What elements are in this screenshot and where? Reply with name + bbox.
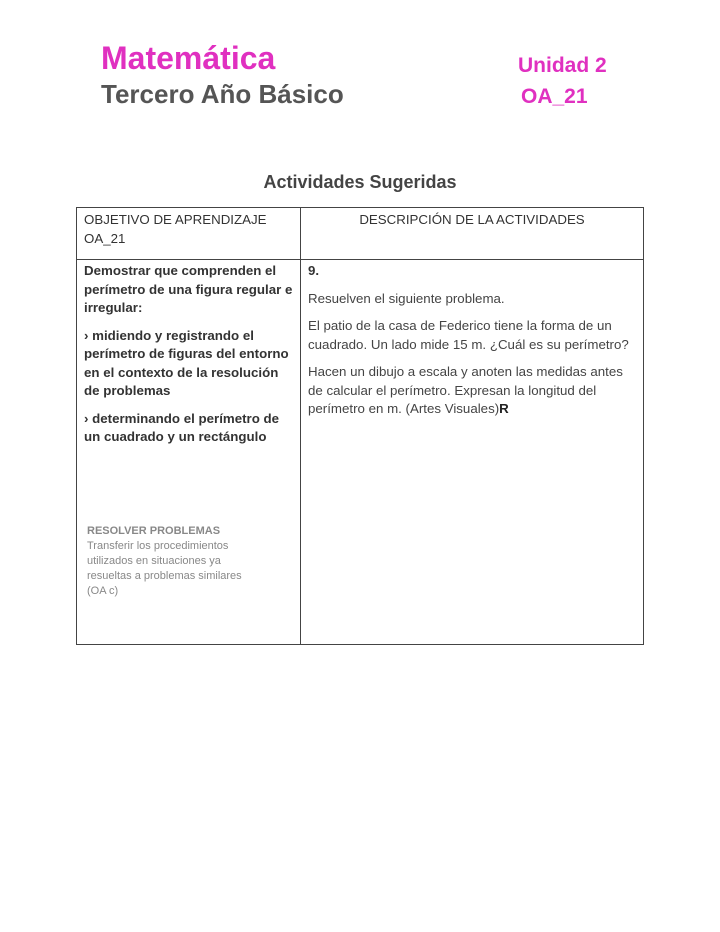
activity-task-text: Hacen un dibujo a escala y anoten las medidas antes de calcular el perímetro. Expresan la longitud del perímetro en m. (Artes Visuales) (308, 364, 623, 416)
objective-code-label: OA_21 (521, 85, 588, 108)
header-objective-cell (77, 208, 301, 260)
unit-label: Unidad 2 (518, 54, 607, 77)
table-header-row (77, 208, 644, 260)
objective-item-2: › determinando el perímetro de un cuadrado y un rectángulo (84, 410, 280, 444)
objective-intro: Demostrar que comprenden el perímetro de una figura regular e irregular: (84, 263, 293, 315)
skill-line-1: Transferir los procedimientos (87, 540, 229, 552)
activity-task (308, 363, 636, 419)
activity-task-suffix: R (499, 401, 509, 416)
activity-cell (301, 260, 644, 645)
skill-line-2: utilizados en situaciones ya (87, 555, 221, 567)
table-row (77, 260, 644, 645)
skill-line-4: (OA c) (87, 585, 119, 597)
objective-cell (77, 260, 301, 645)
objective-item-1: › midiendo y registrando el perímetro de figuras del entorno en el contexto de la resolución de problemas (84, 327, 289, 398)
header-description-cell (301, 208, 644, 260)
subject-title: Matemática (101, 40, 276, 76)
activity-instruction: Resuelven el siguiente problema. (308, 290, 505, 306)
header-objective-label: OBJETIVO DE APRENDIZAJE (84, 212, 267, 227)
header-description-label: DESCRIPCIÓN DE LA ACTIVIDADES (359, 212, 585, 227)
header-objective-code: OA_21 (84, 231, 126, 246)
skill-line-3: resueltas a problemas similares (87, 570, 242, 582)
activity-number: 9. (308, 263, 320, 278)
activities-table (76, 207, 644, 645)
section-title: Actividades Sugeridas (263, 172, 457, 192)
skill-block (87, 524, 242, 599)
grade-title: Tercero Año Básico (101, 79, 344, 109)
skill-title: RESOLVER PROBLEMAS (87, 525, 221, 537)
activity-problem: El patio de la casa de Federico tiene la forma de un cuadrado. Un lado mide 15 m. ¿Cuál es su perímetro? (308, 318, 629, 352)
